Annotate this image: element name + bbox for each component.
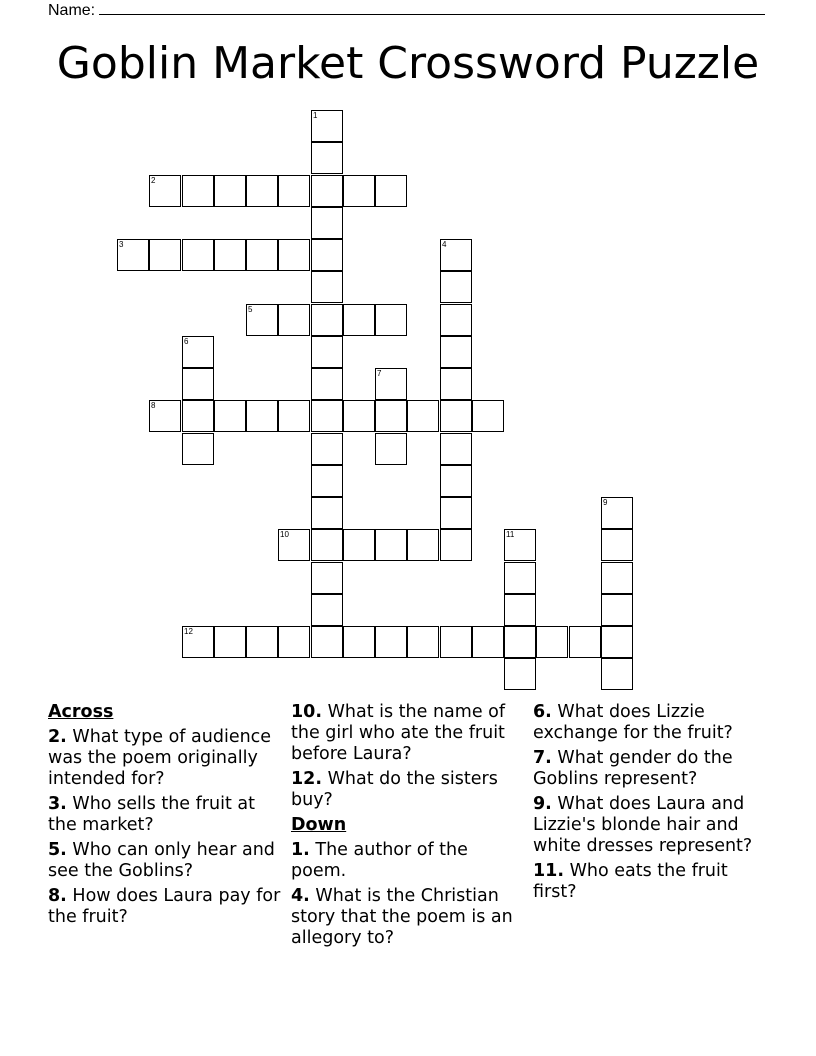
grid-cell[interactable] [601, 658, 633, 690]
grid-cell[interactable] [311, 529, 343, 561]
grid-cell[interactable] [214, 239, 246, 271]
grid-cell[interactable] [182, 400, 214, 432]
page-title: Goblin Market Crossword Puzzle [56, 38, 760, 89]
grid-cell[interactable] [569, 626, 601, 658]
grid-cell[interactable] [375, 368, 407, 400]
grid-cell[interactable] [311, 110, 343, 142]
grid-cell[interactable] [440, 239, 472, 271]
clue-down-1: 1. The author of the poem. [291, 840, 468, 881]
grid-cell[interactable] [343, 304, 375, 336]
clue-column-3 [533, 702, 769, 907]
clue-across-5: 5. Who can only hear and see the Goblins? [48, 840, 275, 881]
clue-number: 8 [151, 401, 156, 410]
grid-cell[interactable] [182, 368, 214, 400]
grid-cell[interactable] [311, 562, 343, 594]
clue-number: 2 [151, 176, 156, 185]
clue-across-10: 10. What is the name of the girl who ate the fruit before Laura? [291, 702, 506, 764]
grid-cell[interactable] [311, 368, 343, 400]
grid-cell[interactable] [278, 239, 310, 271]
grid-cell[interactable] [278, 304, 310, 336]
grid-cell[interactable] [472, 400, 504, 432]
grid-cell[interactable] [343, 175, 375, 207]
grid-cell[interactable] [375, 433, 407, 465]
grid-cell[interactable] [278, 175, 310, 207]
grid-cell[interactable] [601, 497, 633, 529]
grid-cell[interactable] [311, 465, 343, 497]
clue-number: 1 [313, 111, 318, 120]
clue-down-7: 7. What gender do the Goblins represent? [533, 748, 733, 789]
grid-cell[interactable] [407, 626, 439, 658]
clue-number: 10 [280, 530, 289, 539]
clue-column-1 [48, 702, 284, 932]
clue-number: 4 [442, 240, 447, 249]
grid-cell[interactable] [278, 529, 310, 561]
clue-number: 3 [119, 240, 124, 249]
grid-cell[interactable] [278, 626, 310, 658]
grid-cell[interactable] [246, 175, 278, 207]
grid-cell[interactable] [214, 175, 246, 207]
grid-cell[interactable] [246, 239, 278, 271]
grid-cell[interactable] [375, 529, 407, 561]
grid-cell[interactable] [311, 336, 343, 368]
grid-cell[interactable] [182, 239, 214, 271]
clue-column-2 [291, 702, 519, 953]
across-heading: Across [48, 702, 114, 722]
grid-cell[interactable] [504, 594, 536, 626]
grid-cell[interactable] [440, 497, 472, 529]
grid-cell[interactable] [182, 336, 214, 368]
grid-cell[interactable] [311, 271, 343, 303]
grid-cell[interactable] [440, 529, 472, 561]
grid-cell[interactable] [440, 304, 472, 336]
grid-cell[interactable] [440, 465, 472, 497]
grid-cell[interactable] [311, 304, 343, 336]
clue-across-3: 3. Who sells the fruit at the market? [48, 794, 255, 835]
grid-cell[interactable] [311, 594, 343, 626]
grid-cell[interactable] [504, 658, 536, 690]
grid-cell[interactable] [440, 400, 472, 432]
clue-across-8: 8. How does Laura pay for the fruit? [48, 886, 281, 927]
grid-cell[interactable] [246, 626, 278, 658]
grid-cell[interactable] [601, 562, 633, 594]
grid-cell[interactable] [246, 400, 278, 432]
grid-cell[interactable] [601, 529, 633, 561]
grid-cell[interactable] [504, 562, 536, 594]
grid-cell[interactable] [311, 626, 343, 658]
grid-cell[interactable] [246, 304, 278, 336]
grid-cell[interactable] [149, 239, 181, 271]
grid-cell[interactable] [149, 400, 181, 432]
grid-cell[interactable] [182, 175, 214, 207]
down-heading: Down [291, 815, 347, 835]
clue-down-4: 4. What is the Christian story that the poem is an allegory to? [291, 886, 513, 948]
grid-cell[interactable] [375, 175, 407, 207]
grid-cell[interactable] [343, 626, 375, 658]
clue-down-9: 9. What does Laura and Lizzie's blonde hair and white dresses represent? [533, 794, 753, 856]
grid-cell[interactable] [343, 529, 375, 561]
grid-cell[interactable] [440, 336, 472, 368]
clue-number: 9 [603, 498, 608, 507]
grid-cell[interactable] [182, 626, 214, 658]
clue-across-2: 2. What type of audience was the poem originally intended for? [48, 727, 272, 789]
grid-cell[interactable] [214, 626, 246, 658]
grid-cell[interactable] [375, 400, 407, 432]
grid-cell[interactable] [182, 433, 214, 465]
grid-cell[interactable] [504, 529, 536, 561]
grid-cell[interactable] [278, 400, 310, 432]
grid-cell[interactable] [536, 626, 568, 658]
clue-down-6: 6. What does Lizzie exchange for the fruit? [533, 702, 733, 743]
grid-cell[interactable] [407, 529, 439, 561]
grid-cell[interactable] [440, 271, 472, 303]
grid-cell[interactable] [601, 594, 633, 626]
grid-cell[interactable] [375, 304, 407, 336]
clue-number: 7 [377, 369, 382, 378]
clue-number: 6 [184, 337, 189, 346]
grid-cell[interactable] [311, 207, 343, 239]
grid-cell[interactable] [311, 142, 343, 174]
grid-cell[interactable] [440, 368, 472, 400]
grid-cell[interactable] [601, 626, 633, 658]
clue-across-12: 12. What do the sisters buy? [291, 769, 498, 810]
grid-cell[interactable] [311, 497, 343, 529]
grid-cell[interactable] [343, 400, 375, 432]
grid-cell[interactable] [375, 626, 407, 658]
grid-cell[interactable] [311, 239, 343, 271]
grid-cell[interactable] [149, 175, 181, 207]
grid-cell[interactable] [407, 400, 439, 432]
clue-down-11: 11. Who eats the fruit first? [533, 861, 728, 902]
grid-cell[interactable] [214, 400, 246, 432]
grid-cell[interactable] [472, 626, 504, 658]
grid-cell[interactable] [311, 400, 343, 432]
grid-cell[interactable] [117, 239, 149, 271]
grid-cell[interactable] [311, 433, 343, 465]
grid-cell[interactable] [311, 175, 343, 207]
clue-number: 11 [506, 530, 515, 539]
grid-cell[interactable] [440, 433, 472, 465]
grid-cell[interactable] [440, 626, 472, 658]
clue-number: 12 [184, 627, 193, 636]
clue-number: 5 [248, 305, 253, 314]
name-label: Name: [48, 2, 96, 19]
grid-cell[interactable] [504, 626, 536, 658]
